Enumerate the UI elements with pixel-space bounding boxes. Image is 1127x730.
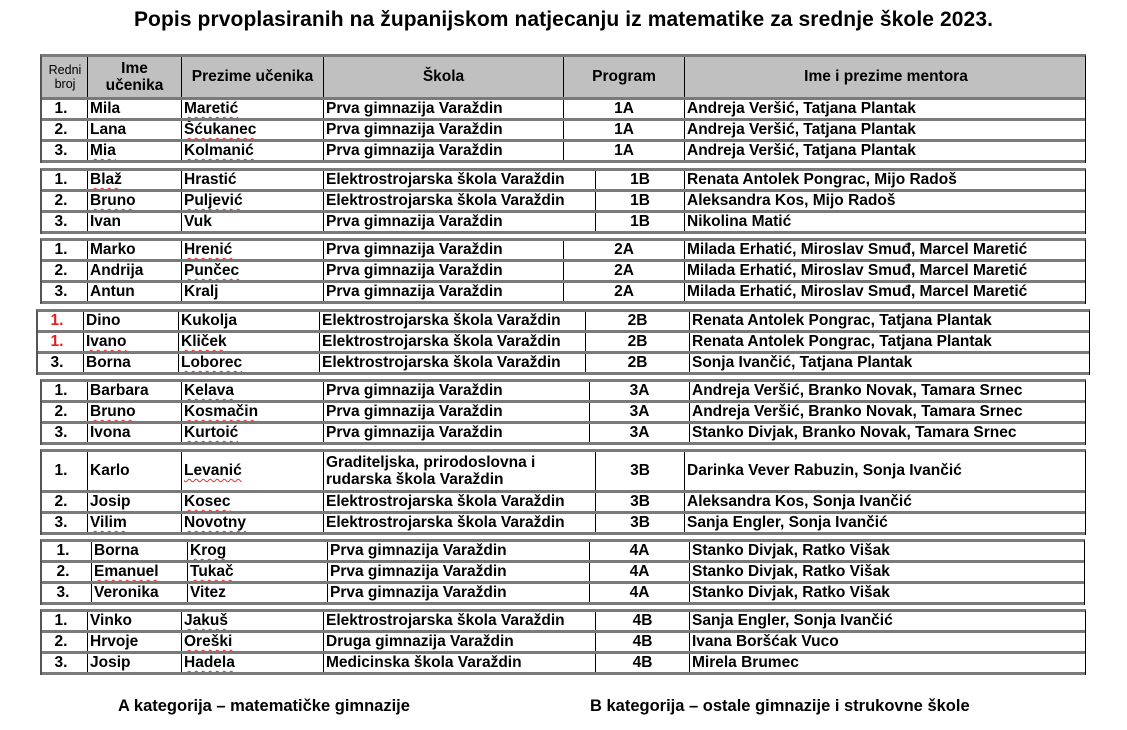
rank-cell: 2.: [54, 633, 68, 650]
last-name-cell: Kurtoić: [184, 424, 239, 441]
table-row: [42, 262, 1085, 283]
results-group-1b: [40, 168, 1086, 234]
table-row: [42, 171, 1085, 192]
first-name-cell: Ivan: [90, 213, 122, 230]
last-name-cell: Hrenić: [184, 241, 233, 258]
first-name-cell: Hrvoje: [90, 633, 139, 650]
table-row: [42, 403, 1085, 424]
program-cell: 2B: [627, 333, 648, 350]
mentor-cell: Renata Antolek Pongrac, Mijo Radoš: [687, 171, 957, 188]
school-cell: Prva gimnazija Varaždin: [326, 382, 503, 399]
mentor-cell: Andreja Veršić, Branko Novak, Tamara Srnec: [692, 382, 1023, 399]
first-name-cell: Borna: [86, 354, 131, 371]
school-cell: Prva gimnazija Varaždin: [326, 241, 503, 258]
school-cell: Medicinska škola Varaždin: [326, 654, 522, 671]
mentor-cell: Sanja Engler, Sonja Ivančić: [687, 514, 888, 531]
first-name-cell: Karlo: [90, 462, 130, 479]
rank-cell: 1.: [54, 241, 68, 258]
table-row: [42, 142, 1085, 163]
mentor-cell: Ivana Boršćak Vuco: [692, 633, 839, 650]
mentor-cell: Andreja Veršić, Tatjana Plantak: [687, 100, 916, 117]
results-group-3a: [40, 379, 1086, 445]
table-row: [38, 354, 1089, 375]
table-row: [42, 241, 1085, 262]
program-cell: 1B: [630, 192, 650, 209]
program-cell: 3B: [630, 462, 650, 479]
program-cell: 2A: [614, 241, 634, 258]
header-prezime: Prezime učenika: [191, 68, 314, 85]
mentor-cell: Stanko Divjak, Ratko Višak: [692, 563, 890, 580]
results-group-4a: [40, 539, 1085, 605]
last-name-cell: Levanić: [184, 462, 242, 479]
rank-cell: 2.: [54, 262, 68, 279]
last-name-cell: Jakuš: [184, 612, 228, 629]
school-cell: Elektrostrojarska škola Varaždin: [326, 171, 565, 188]
first-name-cell: Veronika: [94, 584, 159, 601]
last-name-cell: Kelava: [184, 382, 234, 399]
rank-cell: 2.: [54, 493, 68, 510]
rank-cell: 1.: [54, 171, 68, 188]
school-cell: Elektrostrojarska škola Varaždin: [326, 514, 565, 531]
mentor-cell: Renata Antolek Pongrac, Tatjana Plantak: [692, 312, 992, 329]
school-cell: Druga gimnazija Varaždin: [326, 633, 514, 650]
table-row: [38, 312, 1089, 333]
table-header-row: [42, 57, 1085, 100]
results-group-3b: [40, 449, 1086, 535]
first-name-cell: Marko: [90, 241, 136, 258]
table-row: [42, 584, 1084, 605]
last-name-cell: Tukač: [190, 563, 234, 580]
table-row: [42, 514, 1085, 535]
first-name-cell: Mia: [90, 142, 116, 159]
mentor-cell: Milada Erhatić, Miroslav Smuđ, Marcel Maretić: [687, 262, 1028, 279]
results-group-2a: [40, 238, 1086, 304]
last-name-cell: Vuk: [184, 213, 212, 230]
table-row: [42, 542, 1084, 563]
legend-a-category: A kategorija – matematičke gimnazije: [118, 697, 410, 715]
table-row: [42, 100, 1085, 121]
table-row: [42, 424, 1085, 445]
program-cell: 1B: [630, 171, 650, 188]
program-cell: 4B: [632, 633, 653, 650]
last-name-cell: Krog: [190, 542, 227, 559]
program-cell: 1B: [630, 213, 650, 230]
rank-cell: 2.: [54, 403, 68, 420]
mentor-cell: Sanja Engler, Sonja Ivančić: [692, 612, 893, 629]
table-row: [42, 452, 1085, 493]
program-cell: 4A: [629, 563, 650, 580]
school-cell: Prva gimnazija Varaždin: [326, 100, 503, 117]
rank-cell: 3.: [54, 514, 68, 531]
first-name-cell: Antun: [90, 283, 135, 300]
rank-cell: 3.: [54, 424, 68, 441]
school-cell: Prva gimnazija Varaždin: [326, 283, 503, 300]
first-name-cell: Dino: [86, 312, 121, 329]
school-cell: Prva gimnazija Varaždin: [326, 424, 503, 441]
mentor-cell: Mirela Brumec: [692, 654, 799, 671]
program-cell: 4B: [632, 612, 653, 629]
school-cell: Prva gimnazija Varaždin: [330, 563, 507, 580]
header-ime: Ime učenika: [105, 60, 164, 94]
first-name-cell: Ivona: [90, 424, 131, 441]
last-name-cell: Vitez: [190, 584, 226, 601]
first-name-cell: Josip: [90, 654, 131, 671]
first-name-cell: Lana: [90, 121, 127, 138]
mentor-cell: Andreja Veršić, Tatjana Plantak: [687, 121, 916, 138]
last-name-cell: Hrastić: [184, 171, 237, 188]
school-cell: Prva gimnazija Varaždin: [326, 262, 503, 279]
first-name-cell: Josip: [90, 493, 131, 510]
last-name-cell: Oreški: [184, 633, 233, 650]
mentor-cell: Andreja Veršić, Branko Novak, Tamara Srnec: [692, 403, 1023, 420]
table-row: [42, 612, 1085, 633]
program-cell: 4A: [629, 584, 650, 601]
table-row: [42, 654, 1085, 675]
table-row: [42, 192, 1085, 213]
rank-cell: 3.: [56, 584, 70, 601]
last-name-cell: Loborec: [181, 354, 243, 371]
last-name-cell: Šćukanec: [184, 121, 257, 138]
school-cell: Prva gimnazija Varaždin: [326, 403, 503, 420]
mentor-cell: Stanko Divjak, Ratko Višak: [692, 584, 890, 601]
rank-cell: 1.: [54, 100, 68, 117]
header-program: Program: [592, 68, 656, 85]
rank-cell: 1.: [54, 462, 68, 479]
school-cell: Elektrostrojarska škola Varaždin: [326, 612, 565, 629]
page-title: Popis prvoplasiranih na županijskom natjecanju iz matematike za srednje škole 2023.: [133, 8, 994, 31]
rank-cell: 3.: [54, 654, 68, 671]
last-name-cell: Kosec: [184, 493, 231, 510]
mentor-cell: Milada Erhatić, Miroslav Smuđ, Marcel Maretić: [687, 241, 1028, 258]
table-row: [42, 382, 1085, 403]
table-row: [42, 563, 1084, 584]
first-name-cell: Mila: [90, 100, 121, 117]
first-name-cell: Barbara: [90, 382, 149, 399]
program-cell: 2A: [614, 262, 634, 279]
program-cell: 1A: [614, 121, 634, 138]
results-group-2b: [36, 309, 1090, 375]
rank-cell: 1.: [54, 382, 68, 399]
rank-cell: 2.: [54, 121, 68, 138]
program-cell: 4B: [632, 654, 653, 671]
table-row: [38, 333, 1089, 354]
last-name-cell: Maretić: [184, 100, 239, 117]
last-name-cell: Kliček: [181, 333, 227, 350]
last-name-cell: Novotny: [184, 514, 246, 531]
rank-cell: 1.: [54, 612, 68, 629]
last-name-cell: Puljević: [184, 192, 243, 209]
school-cell: Elektrostrojarska škola Varaždin: [326, 493, 565, 510]
header-skola: Škola: [422, 68, 465, 85]
program-cell: 1A: [614, 142, 634, 159]
rank-cell: 3.: [54, 283, 68, 300]
last-name-cell: Punčec: [184, 262, 240, 279]
first-name-cell: Blaž: [90, 171, 122, 188]
last-name-cell: Kralj: [184, 283, 219, 300]
program-cell: 3B: [630, 514, 650, 531]
rank-cell: 1.: [50, 333, 64, 350]
rank-cell: 3.: [50, 354, 64, 371]
mentor-cell: Stanko Divjak, Branko Novak, Tamara Srnec: [692, 424, 1017, 441]
program-cell: 2A: [614, 283, 634, 300]
mentor-cell: Andreja Veršić, Tatjana Plantak: [687, 142, 916, 159]
program-cell: 3A: [629, 424, 650, 441]
program-cell: 4A: [629, 542, 650, 559]
header-redni-broj: Redni broj: [48, 63, 82, 91]
school-cell: Elektrostrojarska škola Varaždin: [322, 312, 561, 329]
program-cell: 1A: [614, 100, 634, 117]
legend-b-category: B kategorija – ostale gimnazije i strukovne škole: [590, 697, 970, 715]
rank-cell: 3.: [54, 142, 68, 159]
school-cell: Elektrostrojarska škola Varaždin: [322, 333, 561, 350]
mentor-cell: Stanko Divjak, Ratko Višak: [692, 542, 890, 559]
last-name-cell: Hadela: [184, 654, 235, 671]
first-name-cell: Emanuel: [94, 563, 159, 580]
mentor-cell: Milada Erhatić, Miroslav Smuđ, Marcel Maretić: [687, 283, 1028, 300]
mentor-cell: Darinka Vever Rabuzin, Sonja Ivančić: [687, 462, 962, 479]
program-cell: 3B: [630, 493, 650, 510]
school-cell: Prva gimnazija Varaždin: [326, 142, 503, 159]
last-name-cell: Kolmanić: [184, 142, 254, 159]
rank-cell: 1.: [50, 312, 64, 329]
header-mentor: Ime i prezime mentora: [804, 68, 968, 85]
mentor-cell: Sonja Ivančić, Tatjana Plantak: [692, 354, 913, 371]
table-row: [42, 633, 1085, 654]
rank-cell: 1.: [56, 542, 70, 559]
table-row: [42, 493, 1085, 514]
rank-cell: 2.: [56, 563, 70, 580]
first-name-cell: Bruno: [90, 403, 136, 420]
first-name-cell: Andrija: [90, 262, 144, 279]
school-cell: Graditeljska, prirodoslovna i rudarska škola Varaždin: [326, 454, 536, 488]
first-name-cell: Vilim: [90, 514, 127, 531]
school-cell: Prva gimnazija Varaždin: [326, 121, 503, 138]
program-cell: 3A: [629, 382, 650, 399]
school-cell: Prva gimnazija Varaždin: [330, 542, 507, 559]
rank-cell: 3.: [54, 213, 68, 230]
school-cell: Prva gimnazija Varaždin: [330, 584, 507, 601]
program-cell: 3A: [629, 403, 650, 420]
table-row: [42, 121, 1085, 142]
mentor-cell: Renata Antolek Pongrac, Tatjana Plantak: [692, 333, 992, 350]
last-name-cell: Kukolja: [181, 312, 237, 329]
table-row: [42, 213, 1085, 234]
mentor-cell: Aleksandra Kos, Mijo Radoš: [687, 192, 896, 209]
first-name-cell: Bruno: [90, 192, 136, 209]
table-row: [42, 283, 1085, 304]
mentor-cell: Nikolina Matić: [687, 213, 792, 230]
results-group-4b: [40, 609, 1086, 675]
last-name-cell: Kosmačin: [184, 403, 259, 420]
school-cell: Elektrostrojarska škola Varaždin: [322, 354, 561, 371]
first-name-cell: Vinko: [90, 612, 132, 629]
rank-cell: 2.: [54, 192, 68, 209]
mentor-cell: Aleksandra Kos, Sonja Ivančić: [687, 493, 912, 510]
program-cell: 2B: [627, 312, 648, 329]
results-group-1a: [40, 54, 1086, 163]
school-cell: Prva gimnazija Varaždin: [326, 213, 503, 230]
program-cell: 2B: [627, 354, 648, 371]
school-cell: Elektrostrojarska škola Varaždin: [326, 192, 565, 209]
first-name-cell: Ivano: [86, 333, 127, 350]
first-name-cell: Borna: [94, 542, 139, 559]
